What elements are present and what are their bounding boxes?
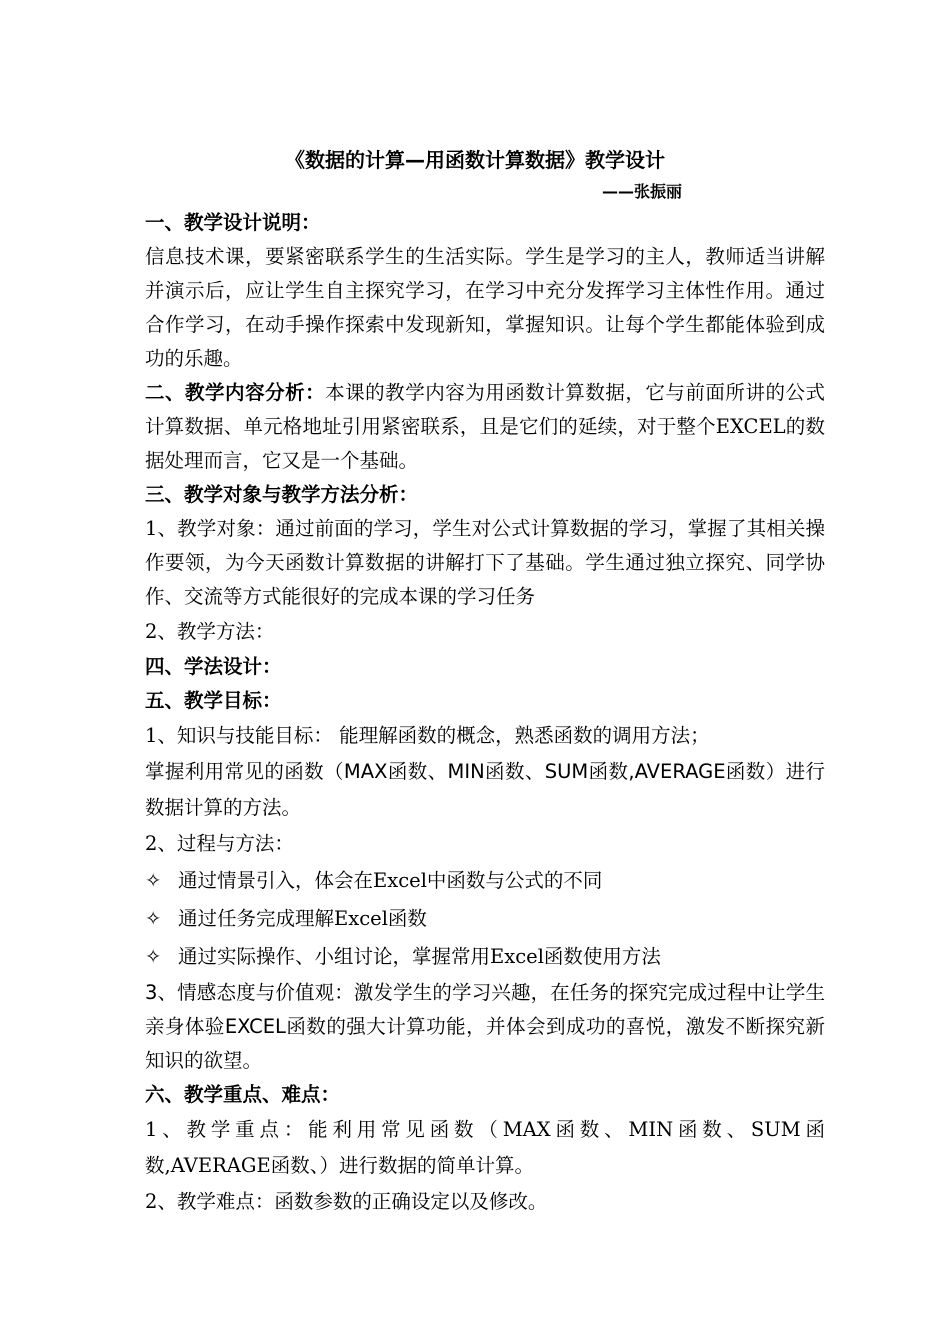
section-heading-6: 六、教学重点、难点：: [145, 1083, 341, 1106]
section-2-text: 本课的教学内容为用函数计算数据，它与前面所讲的公式计算数据、单元格地址引用紧密联系，且是它们的延续，对于整个EXCEL的数据处理而言，它又是一个基础。: [145, 381, 825, 472]
bullet-item-2: [145, 900, 825, 938]
section-5-item-3: 3、情感态度与价值观：激发学生的学习兴趣，在任务的探究完成过程中让学生亲身体验EXCEL函数的强大计算功能，并体会到成功的喜悦，激发不断探究新知识的欲望。: [145, 981, 825, 1072]
document-title: 《数据的计算—用函数计算数据》教学设计: [285, 148, 665, 172]
bullet-text-2: 通过任务完成理解Excel函数: [178, 907, 427, 930]
bullet-item-1: [145, 862, 825, 900]
section-heading-2: 二、教学内容分析：: [145, 381, 326, 404]
bullet-text-1: 通过情景引入，体会在Excel中函数与公式的不同: [178, 869, 603, 892]
section-3-item-1: 1、教学对象：通过前面的学习，学生对公式计算数据的学习，掌握了其相关操作要领，为今天函数计算数据的讲解打下了基础。学生通过独立探究、同学协作、交流等方式能很好的完成本课的学习任务: [145, 517, 825, 608]
section-heading-5: 五、教学目标：: [145, 689, 282, 712]
sparkle-bullet-icon: ✧: [145, 907, 162, 930]
section-1-paragraph: 信息技术课，要紧密联系学生的生活实际。学生是学习的主人，教师适当讲解并演示后，应让学生自主探究学习，在学习中充分发挥学习主体性作用。通过合作学习，在动手操作探索中发现新知，掌握知识。让每个学生都能体验到成功的乐趣。: [145, 245, 825, 370]
section-5-item-1-continued: 掌握利用常见的函数（MAX函数、MIN函数、SUM函数,AVERAGE函数）进行数据计算的方法。: [145, 760, 825, 819]
section-6-item-2: 2、教学难点：函数参数的正确设定以及修改。: [145, 1190, 548, 1213]
section-heading-4: 四、学法设计：: [145, 655, 282, 678]
section-5-item-1: 1、知识与技能目标： 能理解函数的概念，熟悉函数的调用方法；: [145, 724, 710, 747]
sparkle-bullet-icon: ✧: [145, 945, 162, 968]
bullet-text-3: 通过实际操作、小组讨论，掌握常用Excel函数使用方法: [178, 945, 661, 968]
bullet-item-3: [145, 938, 825, 976]
section-3-item-2: 2、教学方法：: [145, 620, 275, 643]
section-6-item-1: 1、教学重点：能利用常见函数（MAX函数、MIN函数、SUM函数,AVERAGE函数、）进行数据的简单计算。: [145, 1118, 825, 1177]
section-heading-1: 一、教学设计说明：: [145, 211, 321, 234]
sparkle-bullet-icon: ✧: [145, 869, 162, 892]
section-5-item-2: 2、过程与方法：: [145, 832, 294, 855]
section-heading-3: 三、教学对象与教学方法分析：: [145, 483, 419, 506]
document-author: ——张振丽: [601, 182, 682, 201]
section-2-paragraph: [145, 376, 825, 478]
document-body: [145, 206, 825, 1220]
